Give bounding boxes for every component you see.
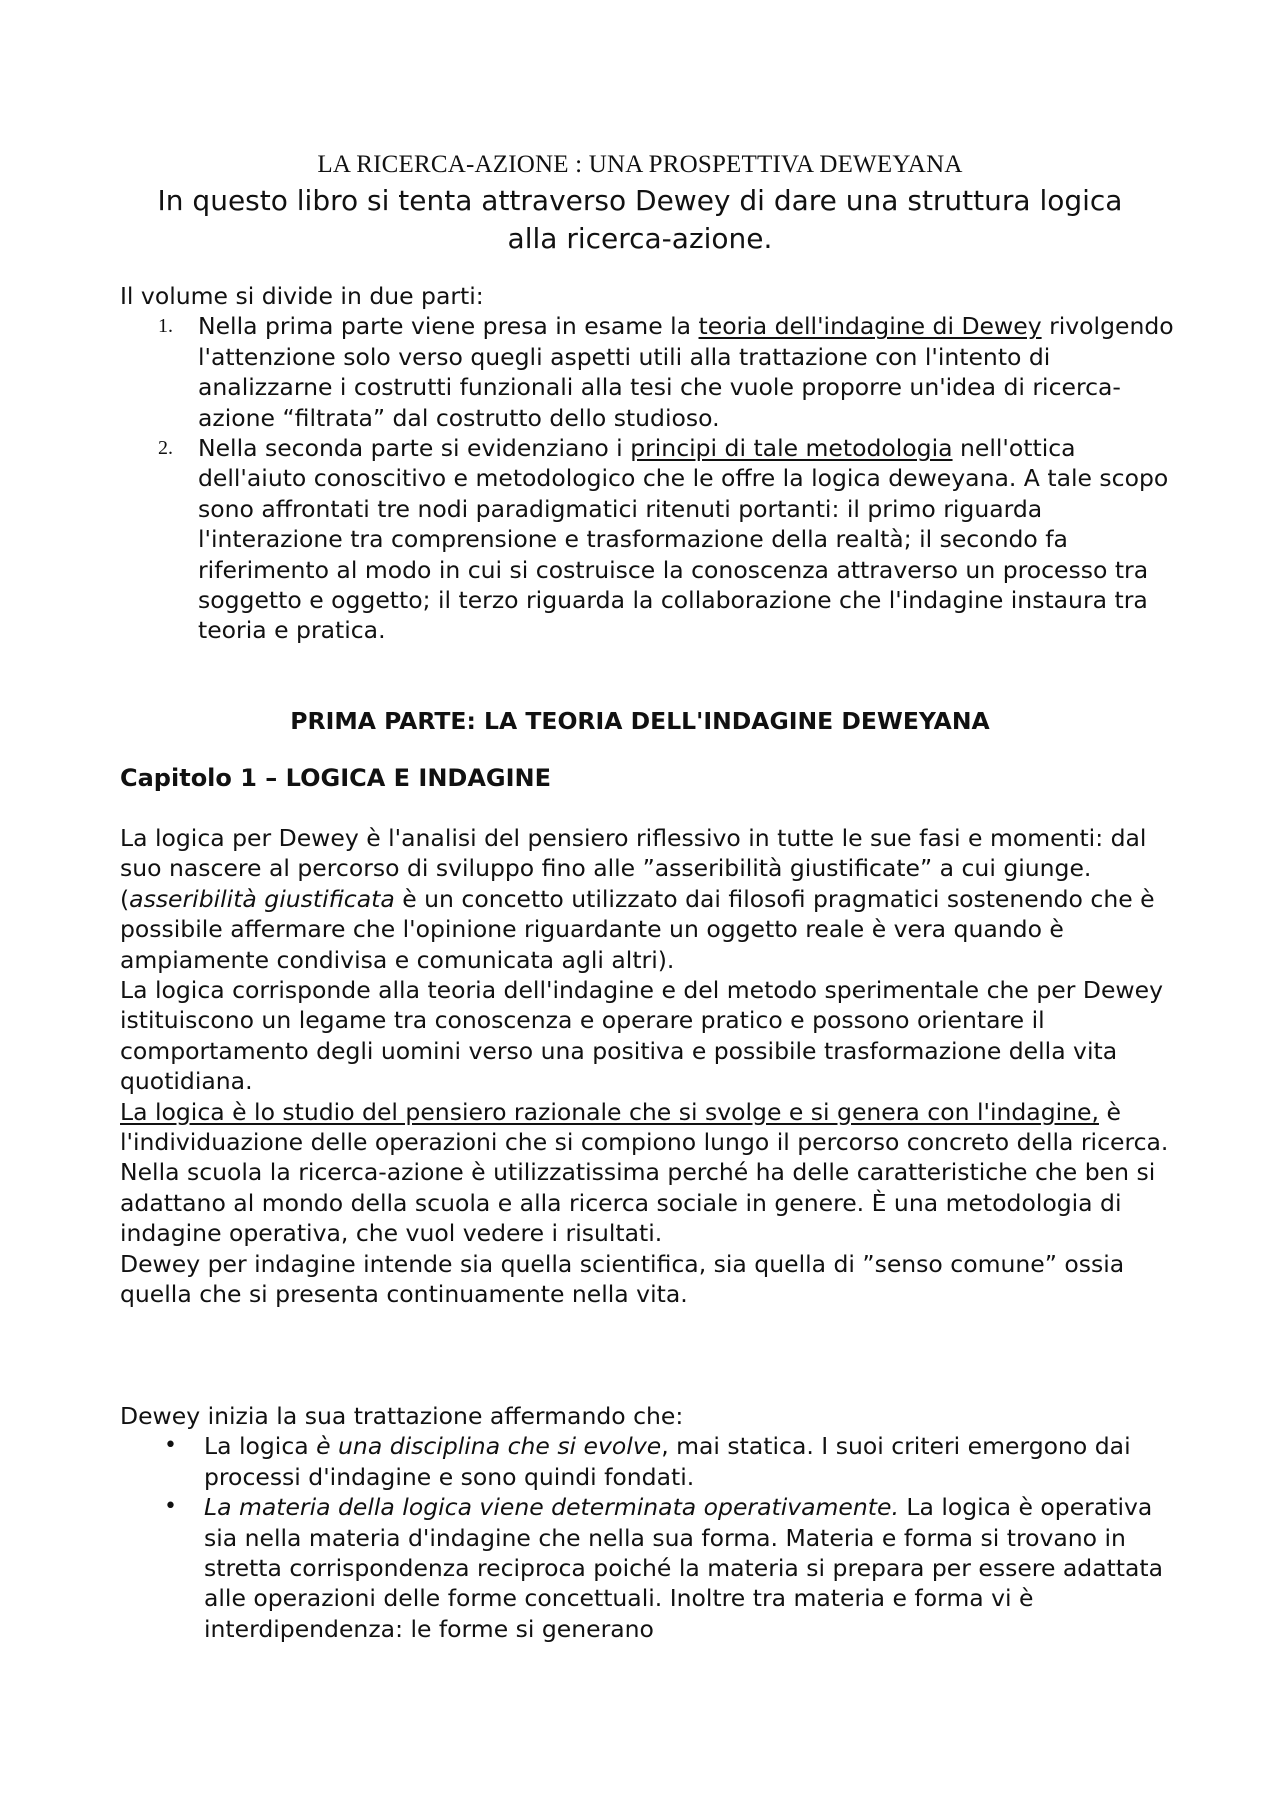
list-number: 1. (158, 315, 173, 338)
underlined-phrase: La logica è lo studio del pensiero razionale che si svolge e si genera con l'indagine, (120, 1097, 1099, 1126)
list-text: La logica (204, 1432, 317, 1461)
italic-phrase: è una disciplina che si evolve (316, 1432, 662, 1461)
paragraph: Nella scuola la ricerca-azione è utilizzatissima perché ha delle caratteristiche che ben si adattano al mondo della scuola e alla ricerca sociale in genere. È una metodologia di indagine operativa, che vuol vedere i risultati. (120, 1158, 1156, 1248)
list-item (120, 1492, 1180, 1644)
list-item (120, 1431, 1180, 1492)
list-number: 2. (158, 437, 173, 460)
intro-section (120, 281, 1180, 646)
intro-text: Il volume si divide in due parti: (120, 282, 484, 310)
paragraph-text: è un concetto utilizzato dai filosofi pragmatici sostenendo che è possibile affermare che l'opinione riguardante un oggetto reale è vera quando è ampiamente condivisa e comunicata agli altri). (120, 884, 1155, 974)
underlined-phrase: teoria dell'indagine di Dewey (698, 312, 1042, 341)
parts-list (120, 311, 1180, 645)
paragraph (120, 1097, 1180, 1158)
paragraph (120, 823, 1180, 975)
list-text: Nella seconda parte si evidenziano i (198, 434, 631, 463)
list-text: rivolgendo l'attenzione solo verso quegli aspetti utili alla trattazione con l'intento di analizzarne i costrutti funzionali alla tesi che vuole proporre un'idea di ricerca-azione “filtrata” dal costrutto dello studioso. (198, 312, 1174, 432)
paragraph: Dewey inizia la sua trattazione affermando che: (120, 1402, 684, 1430)
underlined-phrase: principi di tale metodologia (630, 434, 953, 463)
dewey-section (120, 1401, 1180, 1644)
document-subtitle: In questo libro si tenta attraverso Dewey di dare una struttura logica alla ricerca-azione. (157, 184, 1123, 255)
list-text: La logica è operativa sia nella materia d'indagine che nella sua forma. Materia e forma si trovano in stretta corrispondenza reciproca poiché la materia si prepara per essere adattata alle operazioni delle forme concettuali. Inoltre tra materia e forma vi è interdipendenza: le forme si generano (204, 1493, 1164, 1643)
bullet-icon: • (164, 1433, 177, 1459)
bullet-list (120, 1431, 1180, 1644)
part-heading: PRIMA PARTE: LA TEORIA DELL'INDAGINE DEWEYANA (290, 707, 990, 735)
list-text: nell'ottica dell'aiuto conoscitivo e metodologico che le offre la logica deweyana. A tale scopo sono affrontati tre nodi paradigmatici ritenuti portanti: il primo riguarda l'interazione tra comprensione e trasformazione della realtà; il secondo fa riferimento al modo in cui si costruisce la conoscenza attraverso un processo tra soggetto e oggetto; il terzo riguarda la collaborazione che l'indagine instaura tra teoria e pratica. (198, 434, 1169, 645)
list-item (120, 433, 1180, 646)
italic-phrase: asseribilità giustificata (129, 884, 395, 913)
paragraph: Dewey per indagine intende sia quella scientifica, sia quella di ”senso comune” ossia quella che si presenta continuamente nella vita. (120, 1249, 1125, 1309)
document-title: LA RICERCA-AZIONE : UNA PROSPETTIVA DEWEYANA (317, 151, 963, 178)
chapter-heading: Capitolo 1 – LOGICA E INDAGINE (120, 764, 552, 792)
list-text: Nella prima parte viene presa in esame la (198, 312, 699, 341)
paragraph: La logica corrisponde alla teoria dell'indagine e del metodo sperimentale che per Dewey istituiscono un legame tra conoscenza e operare pratico e possono orientare il comportamento degli uomini verso una positiva e possibile trasformazione della vita quotidiana. (120, 976, 1163, 1096)
list-item (120, 311, 1180, 433)
bullet-icon: • (164, 1494, 177, 1520)
paragraph-text: è l'individuazione delle operazioni che si compiono lungo il percorso concreto della ricerca. (120, 1097, 1169, 1157)
paragraph-text: La logica per Dewey è l'analisi del pensiero riflessivo in tutte le sue fasi e momenti: dal suo nascere al percorso di sviluppo fino alle ”asseribilità giustificate” a cui giunge. ( (120, 824, 1147, 913)
list-text: , mai statica. I suoi criteri emergono dai processi d'indagine e sono quindi fondati. (204, 1432, 1131, 1491)
italic-phrase: La materia della logica viene determinata operativamente. (204, 1493, 899, 1522)
chapter-body (120, 823, 1180, 1310)
